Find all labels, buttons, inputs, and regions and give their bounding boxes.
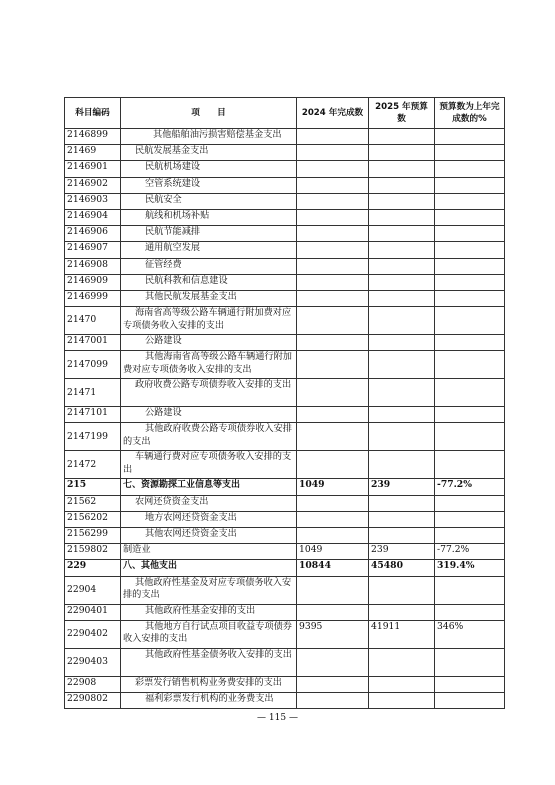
row-budget-2025	[369, 423, 435, 451]
row-ratio	[435, 351, 505, 379]
row-budget-2025	[369, 307, 435, 335]
row-budget-2025	[369, 290, 435, 306]
row-ratio	[435, 242, 505, 258]
row-item-name: 其他政府性基金债务收入安排的支出	[121, 648, 297, 676]
row-actual-2024	[297, 193, 369, 209]
row-code: 2147099	[65, 351, 121, 379]
row-ratio: 346%	[435, 620, 505, 648]
row-item-name: 民航安全	[121, 193, 297, 209]
table-row	[65, 209, 505, 225]
row-item-name: 地方农网还贷资金支出	[121, 511, 297, 527]
row-item-name: 通用航空发展	[121, 242, 297, 258]
row-actual-2024: 1049	[297, 544, 369, 560]
row-budget-2025	[369, 379, 435, 407]
row-actual-2024	[297, 351, 369, 379]
row-code: 2147001	[65, 335, 121, 351]
row-budget-2025	[369, 604, 435, 620]
row-actual-2024	[297, 161, 369, 177]
table-row	[65, 576, 505, 604]
row-code: 2147199	[65, 423, 121, 451]
table-row	[65, 620, 505, 648]
row-item-name: 其他船舶油污损害赔偿基金支出	[121, 129, 297, 145]
row-code: 2156202	[65, 511, 121, 527]
row-code: 21472	[65, 451, 121, 479]
table-row	[65, 407, 505, 423]
row-ratio	[435, 423, 505, 451]
row-actual-2024	[297, 676, 369, 692]
row-budget-2025	[369, 209, 435, 225]
row-actual-2024	[297, 495, 369, 511]
row-code: 21562	[65, 495, 121, 511]
row-ratio	[435, 495, 505, 511]
row-code: 2156299	[65, 528, 121, 544]
row-code: 22908	[65, 676, 121, 692]
row-item-name: 政府收费公路专项债券收入安排的支出	[121, 379, 297, 407]
row-code: 2146901	[65, 161, 121, 177]
row-code: 2146908	[65, 258, 121, 274]
row-code: 2146999	[65, 290, 121, 306]
header-item: 项 目	[121, 98, 297, 129]
row-item-name: 其他政府收费公路专项债券收入安排的支出	[121, 423, 297, 451]
row-ratio	[435, 274, 505, 290]
row-item-name: 海南省高等级公路车辆通行附加费对应专项债务收入安排的支出	[121, 307, 297, 335]
row-actual-2024	[297, 307, 369, 335]
row-budget-2025	[369, 451, 435, 479]
row-actual-2024	[297, 226, 369, 242]
row-code: 2147101	[65, 407, 121, 423]
row-budget-2025	[369, 528, 435, 544]
row-ratio: -77.2%	[435, 544, 505, 560]
row-budget-2025	[369, 242, 435, 258]
row-code: 2146904	[65, 209, 121, 225]
row-actual-2024	[297, 648, 369, 676]
row-actual-2024	[297, 258, 369, 274]
table-row	[65, 648, 505, 676]
table-row	[65, 307, 505, 335]
row-actual-2024	[297, 692, 369, 708]
table-row	[65, 423, 505, 451]
header-budget-2025: 2025 年预算数	[369, 98, 435, 129]
row-actual-2024	[297, 177, 369, 193]
row-budget-2025	[369, 676, 435, 692]
row-actual-2024	[297, 290, 369, 306]
row-actual-2024: 1049	[297, 479, 369, 495]
row-ratio	[435, 528, 505, 544]
row-item-name: 民航发展基金支出	[121, 145, 297, 161]
row-code: 2146902	[65, 177, 121, 193]
row-budget-2025	[369, 335, 435, 351]
row-budget-2025	[369, 193, 435, 209]
row-ratio	[435, 648, 505, 676]
row-actual-2024	[297, 407, 369, 423]
row-code: 2290401	[65, 604, 121, 620]
row-ratio	[435, 290, 505, 306]
row-item-name: 空管系统建设	[121, 177, 297, 193]
row-item-name: 航线和机场补贴	[121, 209, 297, 225]
row-item-name: 征管经费	[121, 258, 297, 274]
table-row	[65, 226, 505, 242]
row-actual-2024: 9395	[297, 620, 369, 648]
table-row	[65, 274, 505, 290]
header-actual-2024: 2024 年完成数	[297, 98, 369, 129]
row-budget-2025	[369, 407, 435, 423]
row-ratio	[435, 451, 505, 479]
row-ratio	[435, 379, 505, 407]
row-ratio	[435, 177, 505, 193]
row-budget-2025	[369, 511, 435, 527]
table-row	[65, 479, 505, 495]
row-ratio	[435, 604, 505, 620]
row-code: 2146906	[65, 226, 121, 242]
row-code: 21469	[65, 145, 121, 161]
row-budget-2025: 239	[369, 479, 435, 495]
row-actual-2024	[297, 451, 369, 479]
row-code: 2290402	[65, 620, 121, 648]
row-code: 2146899	[65, 129, 121, 145]
row-code: 2146903	[65, 193, 121, 209]
row-ratio	[435, 335, 505, 351]
table-body	[65, 129, 505, 709]
row-budget-2025: 45480	[369, 560, 435, 576]
row-item-name: 民航机场建设	[121, 161, 297, 177]
row-code: 22904	[65, 576, 121, 604]
row-code: 215	[65, 479, 121, 495]
table-row	[65, 604, 505, 620]
row-actual-2024	[297, 274, 369, 290]
row-item-name: 其他地方自行试点项目收益专项债券收入安排的支出	[121, 620, 297, 648]
row-budget-2025	[369, 648, 435, 676]
row-budget-2025	[369, 226, 435, 242]
row-item-name: 车辆通行费对应专项债务收入安排的支出	[121, 451, 297, 479]
row-actual-2024	[297, 528, 369, 544]
row-code: 2146907	[65, 242, 121, 258]
row-actual-2024: 10844	[297, 560, 369, 576]
row-actual-2024	[297, 511, 369, 527]
row-item-name: 农网还贷资金支出	[121, 495, 297, 511]
row-budget-2025	[369, 161, 435, 177]
row-actual-2024	[297, 576, 369, 604]
row-actual-2024	[297, 129, 369, 145]
row-budget-2025	[369, 177, 435, 193]
row-item-name: 其他海南省高等级公路车辆通行附加费对应专项债务收入安排的支出	[121, 351, 297, 379]
page-number: — 115 —	[257, 713, 298, 723]
table-row	[65, 351, 505, 379]
row-ratio	[435, 209, 505, 225]
row-item-name: 民航节能减排	[121, 226, 297, 242]
row-item-name: 福利彩票发行机构的业务费支出	[121, 692, 297, 708]
table-row	[65, 161, 505, 177]
row-code: 2146909	[65, 274, 121, 290]
table-row	[65, 145, 505, 161]
table-row	[65, 335, 505, 351]
row-ratio	[435, 692, 505, 708]
row-code: 229	[65, 560, 121, 576]
header-ratio: 预算数为上年完成数的%	[435, 98, 505, 129]
row-code: 21470	[65, 307, 121, 335]
row-budget-2025: 41911	[369, 620, 435, 648]
row-ratio	[435, 307, 505, 335]
row-code: 2290403	[65, 648, 121, 676]
row-ratio	[435, 258, 505, 274]
table-row	[65, 511, 505, 527]
table-header-row	[65, 98, 505, 129]
row-actual-2024	[297, 335, 369, 351]
row-budget-2025	[369, 274, 435, 290]
row-ratio	[435, 676, 505, 692]
row-ratio	[435, 145, 505, 161]
row-item-name: 其他农网还贷资金支出	[121, 528, 297, 544]
row-code: 21471	[65, 379, 121, 407]
table-row	[65, 560, 505, 576]
row-item-name: 其他政府性基金安排的支出	[121, 604, 297, 620]
row-ratio	[435, 511, 505, 527]
row-item-name: 其他民航发展基金支出	[121, 290, 297, 306]
row-budget-2025	[369, 495, 435, 511]
table-row	[65, 451, 505, 479]
row-budget-2025	[369, 145, 435, 161]
table-row	[65, 258, 505, 274]
table-row	[65, 290, 505, 306]
table-row	[65, 129, 505, 145]
row-ratio	[435, 161, 505, 177]
row-budget-2025	[369, 576, 435, 604]
row-ratio	[435, 193, 505, 209]
row-actual-2024	[297, 209, 369, 225]
row-actual-2024	[297, 604, 369, 620]
row-item-name: 其他政府性基金及对应专项债务收入安排的支出	[121, 576, 297, 604]
table-row	[65, 544, 505, 560]
row-budget-2025	[369, 129, 435, 145]
table-row	[65, 379, 505, 407]
row-code: 2290802	[65, 692, 121, 708]
row-item-name: 民航科教和信息建设	[121, 274, 297, 290]
row-code: 2159802	[65, 544, 121, 560]
header-code: 科目编码	[65, 98, 121, 129]
row-actual-2024	[297, 242, 369, 258]
row-item-name: 七、资源勘探工业信息等支出	[121, 479, 297, 495]
table-row	[65, 193, 505, 209]
row-ratio	[435, 226, 505, 242]
row-item-name: 公路建设	[121, 335, 297, 351]
row-item-name: 八、其他支出	[121, 560, 297, 576]
row-actual-2024	[297, 423, 369, 451]
row-actual-2024	[297, 145, 369, 161]
row-ratio: -77.2%	[435, 479, 505, 495]
row-ratio	[435, 407, 505, 423]
row-ratio	[435, 129, 505, 145]
table-row	[65, 242, 505, 258]
row-budget-2025: 239	[369, 544, 435, 560]
row-budget-2025	[369, 351, 435, 379]
row-budget-2025	[369, 258, 435, 274]
row-item-name: 公路建设	[121, 407, 297, 423]
budget-table	[64, 97, 505, 709]
row-item-name: 彩票发行销售机构业务费安排的支出	[121, 676, 297, 692]
table-row	[65, 495, 505, 511]
table-row	[65, 177, 505, 193]
table-row	[65, 692, 505, 708]
row-actual-2024	[297, 379, 369, 407]
row-ratio	[435, 576, 505, 604]
row-ratio: 319.4%	[435, 560, 505, 576]
row-item-name: 制造业	[121, 544, 297, 560]
table-row	[65, 676, 505, 692]
table-row	[65, 528, 505, 544]
row-budget-2025	[369, 692, 435, 708]
